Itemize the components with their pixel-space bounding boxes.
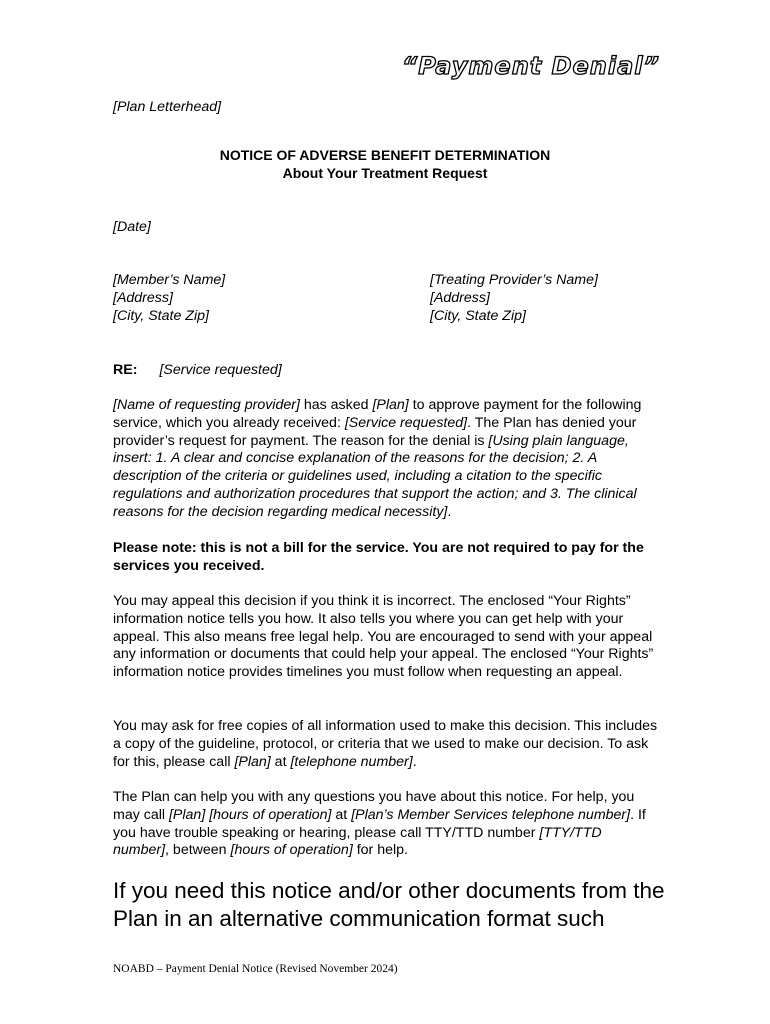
text-run: .	[412, 753, 417, 770]
plan-letterhead: [Plan Letterhead]	[113, 99, 222, 115]
re-line	[113, 362, 282, 380]
member-services-placeholder: [Plan’s Member Services telephone number]	[351, 806, 631, 823]
text-run: . The Plan has denied your provider’s request for payment. The reason for the denial is	[113, 414, 637, 449]
text-run: to approve payment for the following service, which you already received:	[113, 397, 642, 431]
member-name: [Member’s Name]	[113, 272, 226, 288]
plan-hours-placeholder: [Plan] [hours of operation]	[168, 806, 332, 823]
page-footer: NOABD – Payment Denial Notice (Revised November 2024)	[113, 963, 398, 975]
tty-placeholder: [TTY/TTD number]	[113, 824, 602, 859]
member-city: [City, State Zip]	[113, 307, 209, 324]
re-label: RE:	[113, 362, 138, 378]
provider-address-block	[430, 272, 598, 325]
text-run: for help.	[352, 842, 408, 859]
hours-placeholder: [hours of operation]	[230, 842, 353, 859]
plan-placeholder: [Plan]	[234, 753, 271, 770]
letter-date: [Date]	[113, 219, 151, 235]
text-run: .	[447, 503, 452, 520]
payment-denial-stamp: “Payment Denial”	[401, 52, 660, 80]
text-run: at	[331, 806, 352, 823]
re-service: [Service requested]	[159, 362, 282, 378]
appeal-paragraph: You may appeal this decision if you think it is incorrect. The enclosed “Your Rights” information notice tells you how. It also tells you where you can get help with your appeal. This also means free legal help. You are encouraged to send with your appeal any information or documents that could help your appeal. The enclosed “Your Rights” information notice provides timelines you must follow when requesting an appeal.	[113, 593, 654, 681]
denial-paragraph	[113, 397, 661, 522]
member-address: [Address]	[113, 289, 173, 306]
member-address-block	[113, 272, 225, 325]
help-paragraph	[113, 789, 661, 860]
text-run: You may ask for free copies of all information used to make this decision. This includes a copy of the guideline, protocol, or criteria that we used to make our decision. To ask for this, please call	[113, 718, 658, 770]
notice-heading	[0, 147, 770, 182]
text-run: , between	[165, 842, 231, 859]
free-copies-paragraph	[113, 718, 661, 771]
service-placeholder: [Service requested]	[344, 414, 468, 431]
not-a-bill-note: Please note: this is not a bill for the service. You are not required to pay for the services you received.	[113, 540, 644, 574]
telephone-placeholder: [telephone number]	[290, 753, 413, 770]
reason-placeholder: [Using plain language, insert: 1. A clear and concise explanation of the reasons for the decision; 2. A description of the criteria or guidelines used, including a citation to the specific regulations and authorization procedures that support the action; and 3. The clinical reasons for the decision regarding medical necessity]	[113, 432, 637, 520]
text-run: . If you have trouble speaking or hearing, please call TTY/TTD number	[113, 806, 646, 841]
alternative-format-text: If you need this notice and/or other documents from the Plan in an alternative communication format such	[113, 878, 665, 931]
notice-subtitle: About Your Treatment Request	[282, 164, 488, 181]
notice-title: NOTICE OF ADVERSE BENEFIT DETERMINATION	[219, 147, 551, 163]
provider-placeholder: [Name of requesting provider]	[113, 397, 300, 413]
provider-name: [Treating Provider’s Name]	[430, 272, 598, 288]
text-run: at	[270, 753, 291, 770]
text-run: The Plan can help you with any questions you have about this notice. For help, you may call	[113, 789, 635, 823]
text-run: has asked	[299, 397, 373, 413]
provider-address: [Address]	[430, 289, 490, 306]
plan-placeholder: [Plan]	[372, 397, 409, 413]
provider-city: [City, State Zip]	[430, 307, 526, 324]
